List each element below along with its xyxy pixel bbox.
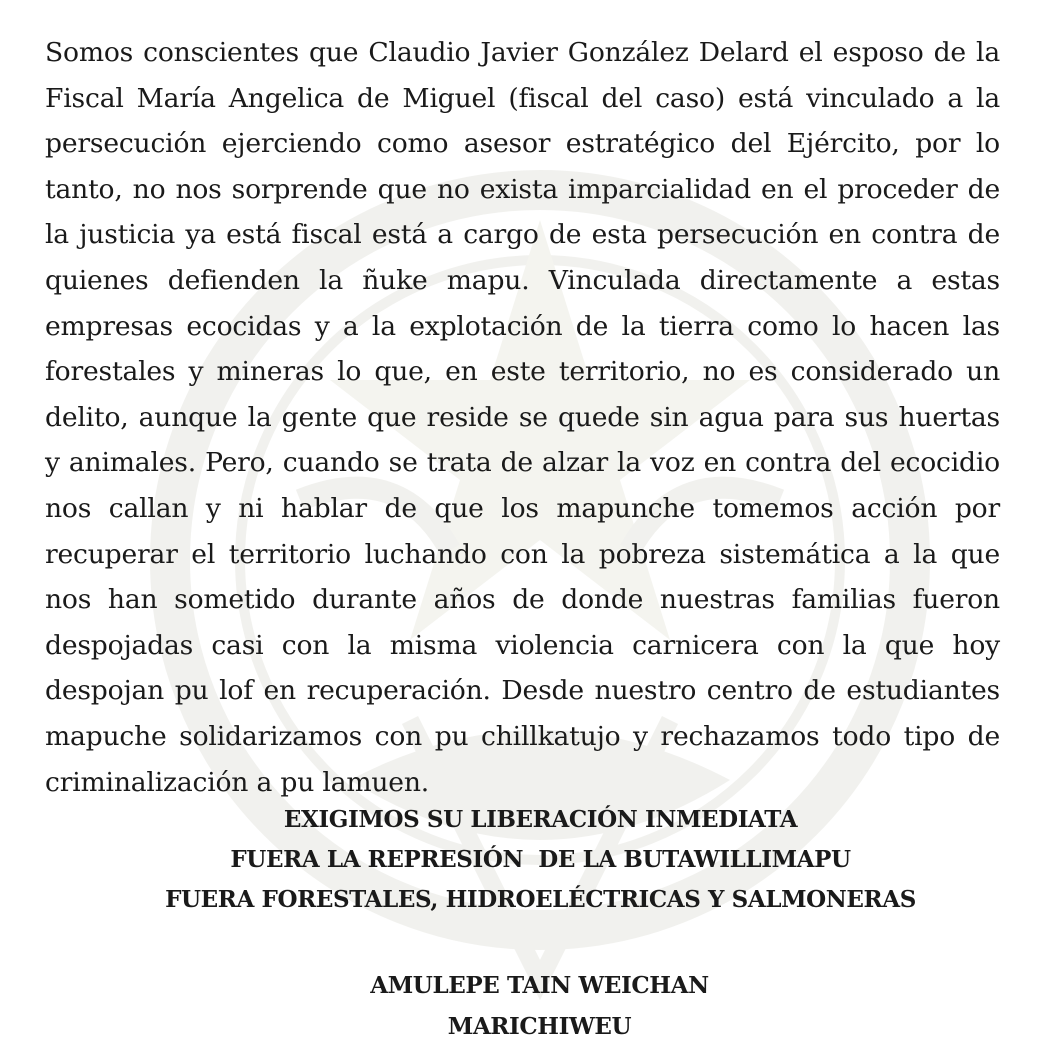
closing-block — [0, 965, 1051, 1047]
slogan-line: FUERA FORESTALES, HIDROELÉCTRICAS Y SALMONERAS — [165, 886, 916, 913]
closing-line: MARICHIWEU — [447, 1013, 632, 1040]
slogans-block — [0, 800, 1051, 920]
slogan-line: FUERA LA REPRESIÓN DE LA BUTAWILLIMAPU — [230, 846, 851, 873]
closing-line: AMULEPE TAIN WEICHAN — [370, 972, 709, 999]
body-paragraph: Somos conscientes que Claudio Javier González Delard el esposo de la Fiscal María Angelica de Miguel (fiscal del caso) está vinculado a la persecución ejerciendo como asesor estratégico del Ejército, por lo tanto, no nos sorprende que no exista imparcialidad en el proceder de la justicia ya está fiscal está a cargo de esta persecución en contra de quienes defienden la ñuke mapu. Vinculada directamente a estas empresas ecocidas y a la explotación de la tierra como lo hacen las forestales y mineras lo que, en este territorio, no es considerado un delito, aunque la gente que reside se quede sin agua para sus huertas y animales. Pero, cuando se trata de alzar la voz en contra del ecocidio nos callan y ni hablar de que los mapunche tomemos acción por recuperar el territorio luchando con la pobreza sistemática a la que nos han sometido durante años de donde nuestras familias fueron despojadas casi con la misma violencia carnicera con la que hoy despojan pu lof en recuperación. Desde nuestro centro de estudiantes mapuche solidarizamos con pu chillkatujo y rechazamos todo tipo de criminalización a pu lamuen. — [45, 37, 1000, 798]
slogan-line: EXIGIMOS SU LIBERACIÓN INMEDIATA — [283, 806, 798, 833]
